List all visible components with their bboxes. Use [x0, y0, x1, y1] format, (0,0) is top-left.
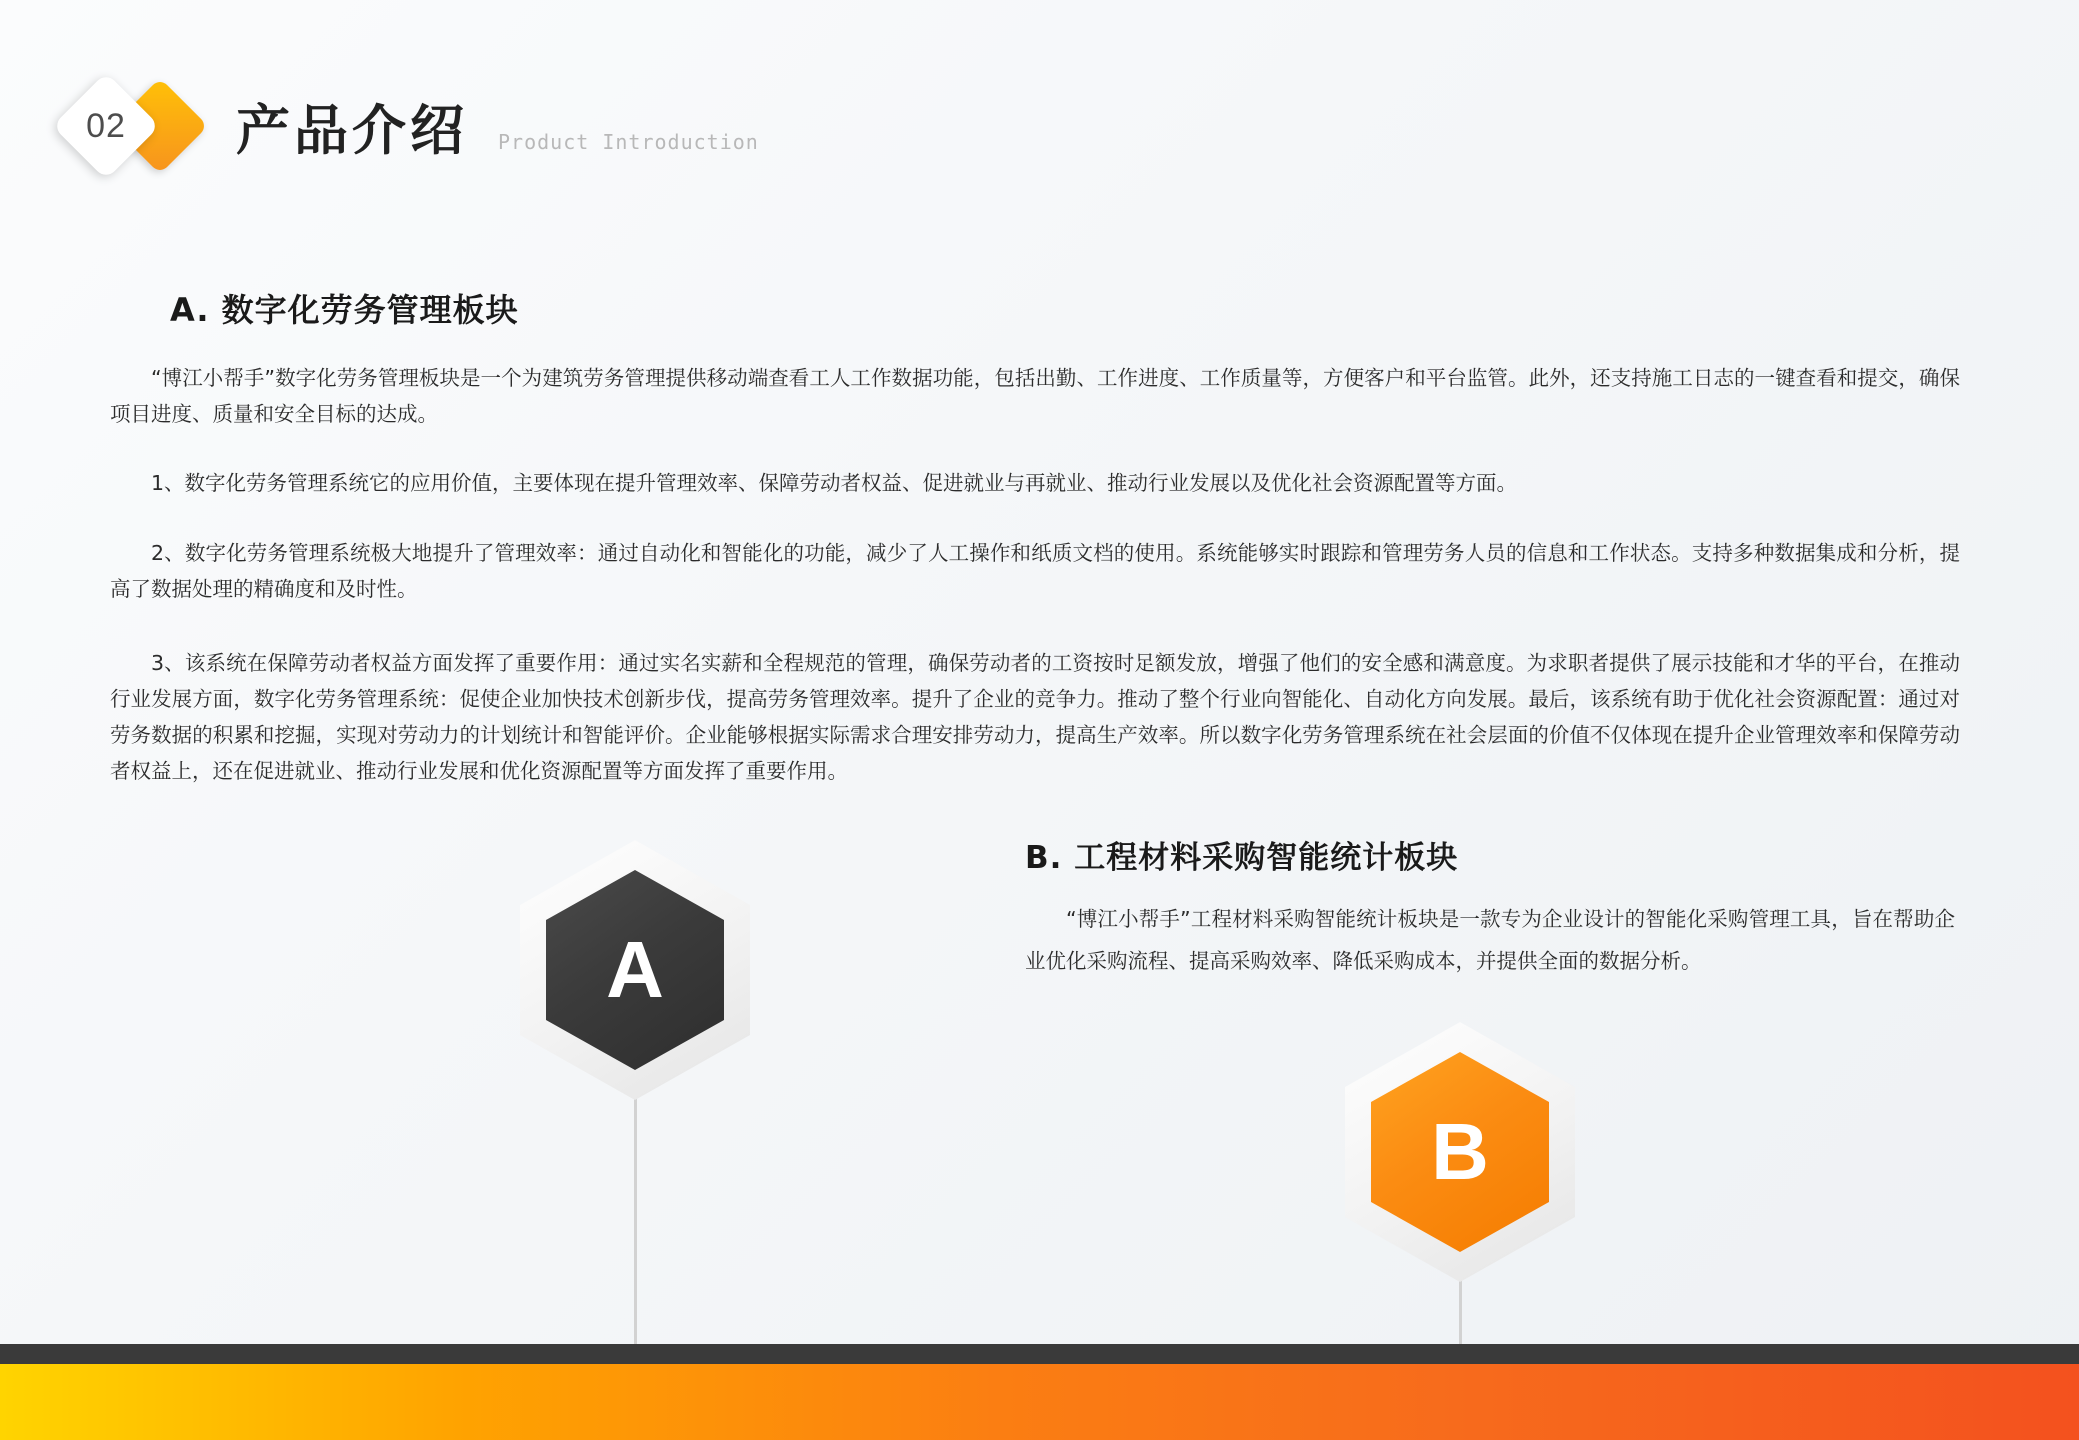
badge-number-text: 02	[86, 106, 126, 145]
section-b-paragraph: “博江小帮手”工程材料采购智能统计板块是一款专为企业设计的智能化采购管理工具，旨在帮助企业优化采购流程、提高采购效率、降低采购成本，并提供全面的数据分析。	[1025, 907, 1955, 973]
marker-letter-a: A	[606, 925, 664, 1014]
footer-dark-bar	[0, 1344, 2079, 1364]
page-title: 产品介绍	[236, 98, 468, 162]
section-a-paragraph-3: 3、该系统在保障劳动者权益方面发挥了重要作用：通过实名实薪和全程规范的管理，确保劳动者的工资按时足额发放，增强了他们的安全感和满意度。为求职者提供了展示技能和才华的平台，在推动行业发展方面，数字化劳务管理系统：促使企业加快技术创新步伐，提高劳务管理效率。提升了企业的竞争力。推动了整个行业向智能化、自动化方向发展。最后，该系统有助于优化社会资源配置：通过对劳务数据的积累和挖掘，实现对劳动力的计划统计和智能评价。企业能够根据实际需求合理安排劳动力，提高生产效率。所以数字化劳务管理系统在社会层面的价值不仅体现在提升企业管理效率和保障劳动者权益上，还在促进就业、推动行业发展和优化资源配置等方面发挥了重要作用。	[110, 651, 1960, 783]
slide-header	[60, 78, 759, 174]
section-a-paragraph-1: 1、数字化劳务管理系统它的应用价值，主要体现在提升管理效率、保障劳动者权益、促进就业与再就业、推动行业发展以及优化社会资源配置等方面。	[151, 471, 1518, 495]
section-number-badge	[60, 78, 210, 174]
marker-letter-b: B	[1431, 1107, 1489, 1196]
page-title-block	[236, 88, 759, 165]
section-b-heading: B. 工程材料采购智能统计板块	[1025, 840, 1459, 876]
page-subtitle: Product Introduction	[498, 129, 759, 154]
footer-gradient-bar	[0, 1364, 2079, 1440]
section-a-paragraph-2: 2、数字化劳务管理系统极大地提升了管理效率：通过自动化和智能化的功能，减少了人工操作和纸质文档的使用。系统能够实时跟踪和管理劳务人员的信息和工作状态。支持多种数据集成和分析，提高了数据处理的精确度和及时性。	[110, 541, 1960, 601]
section-a-paragraph-intro: “博江小帮手”数字化劳务管理板块是一个为建筑劳务管理提供移动端查看工人工作数据功能，包括出勤、工作进度、工作质量等，方便客户和平台监管。此外，还支持施工日志的一键查看和提交，确保项目进度、质量和安全目标的达成。	[110, 366, 1960, 426]
section-a-heading: A. 数字化劳务管理板块	[170, 291, 519, 329]
